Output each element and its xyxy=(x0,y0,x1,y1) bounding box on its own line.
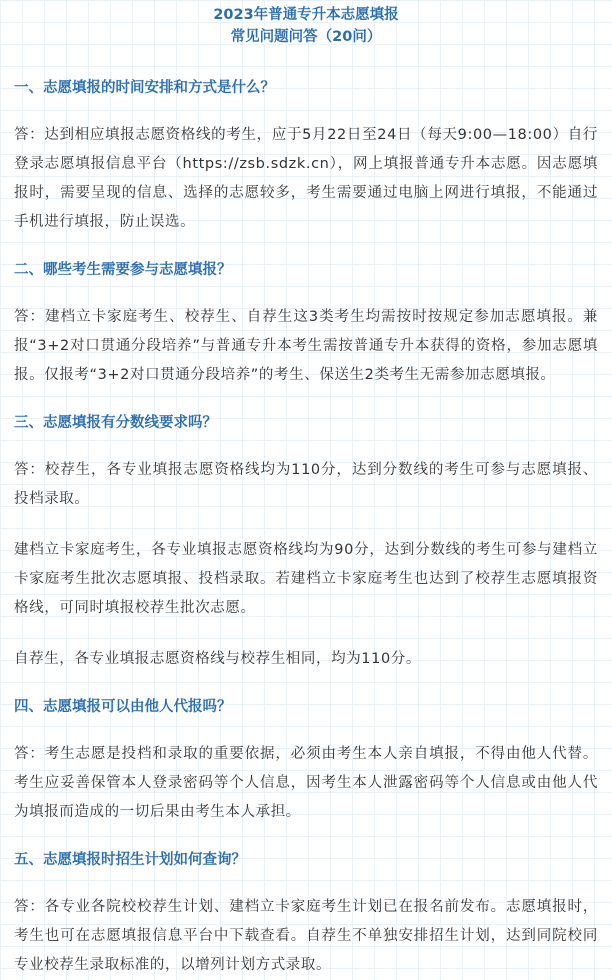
article-subtitle: 常见问题问答（20问） xyxy=(230,29,382,45)
faq-question: 二、哪些考生需要参与志愿填报？ xyxy=(14,262,232,278)
faq-answer: 建档立卡家庭考生，各专业填报志愿资格线均为90分，达到分数线的考生可参与建档立卡家庭考生批次志愿填报、投档录取。若建档立卡家庭考生也达到了校荐生志愿填报资格线，可同时填报校荐生批次志愿。 xyxy=(14,542,598,616)
article-title: 2023年普通专升本志愿填报 xyxy=(213,7,399,23)
faq-answer: 答：考生志愿是投档和录取的重要依据，必须由考生本人亲自填报，不得由他人代替。考生应妥善保管本人登录密码等个人信息，因考生本人泄露密码等个人信息或由他人代为填报而造成的一切后果由考生本人承担。 xyxy=(14,746,598,820)
faq-answer: 答：校荐生，各专业填报志愿资格线均为110分，达到分数线的考生可参与志愿填报、投档录取。 xyxy=(14,462,598,507)
faq-section xyxy=(14,696,598,827)
faq-section xyxy=(14,412,598,674)
faq-question: 五、志愿填报时招生计划如何查询？ xyxy=(14,852,246,868)
article-header xyxy=(14,0,598,48)
faq-section xyxy=(14,849,598,980)
faq-question: 三、志愿填报有分数线要求吗？ xyxy=(14,415,217,431)
faq-section xyxy=(14,77,598,237)
faq-section xyxy=(14,259,598,390)
faq-answer: 答：达到相应填报志愿资格线的考生，应于5月22日至24日（每天9:00—18:00）自行登录志愿填报信息平台（https://zsb.sdzk.cn），网上填报普通专升本志愿。因志愿填报时，需要呈现的信息、选择的志愿较多，考生需要通过电脑上网进行填报，不能通过手机进行填报，防止误选。 xyxy=(14,127,598,230)
faq-answer: 答：建档立卡家庭考生、校荐生、自荐生这3类考生均需按时按规定参加志愿填报。兼报“3+2对口贯通分段培养”与普通专升本考生需按普通专升本获得的资格，参加志愿填报。仅报考“3+2对口贯通分段培养”的考生、保送生2类考生无需参加志愿填报。 xyxy=(14,309,598,383)
faq-question: 一、志愿填报的时间安排和方式是什么？ xyxy=(14,80,275,96)
faq-answer: 自荐生，各专业填报志愿资格线与校荐生相同，均为110分。 xyxy=(14,651,421,667)
faq-answer: 答：各专业各院校校荐生计划、建档立卡家庭考生计划已在报名前发布。志愿填报时，考生也可在志愿填报信息平台中下载查看。自荐生不单独安排招生计划，达到同院校同专业校荐生录取标准的，以增列计划方式录取。 xyxy=(14,899,598,973)
faq-question: 四、志愿填报可以由他人代报吗？ xyxy=(14,699,232,715)
